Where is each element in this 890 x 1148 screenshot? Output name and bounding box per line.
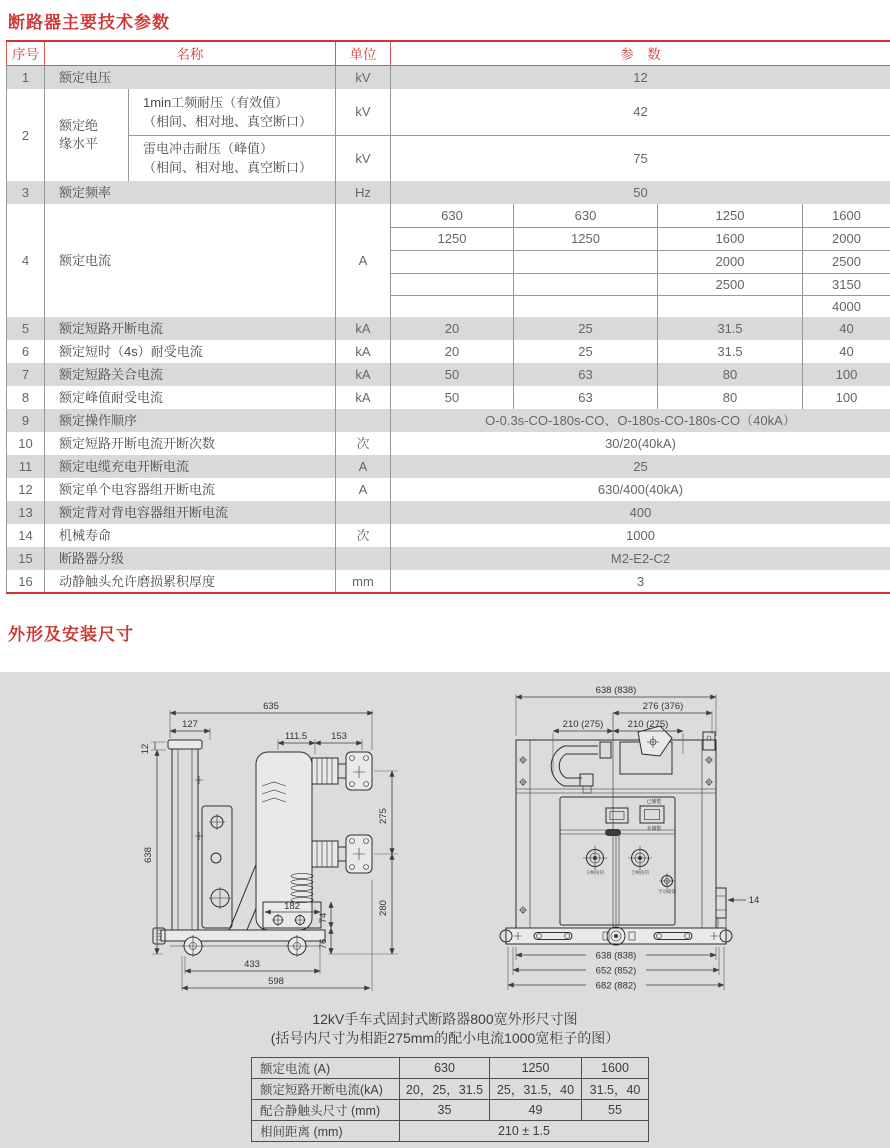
table-row [7, 478, 890, 501]
table-row [7, 432, 890, 455]
param-value: 630 [391, 204, 514, 227]
button-label: 手动储能 [658, 889, 676, 894]
param-unit: kV [336, 135, 391, 181]
param-value: 42 [391, 89, 890, 135]
param-name: 额定短时（4s）耐受电流 [45, 340, 336, 363]
param-value: 12 [391, 65, 890, 89]
param-value: 63 [514, 363, 658, 386]
dimension-label: 433 [244, 959, 260, 970]
param-value: 20 [391, 340, 514, 363]
param-value: 2000 [658, 250, 803, 273]
dimension-label: 275 [378, 808, 389, 824]
row-no: 5 [7, 317, 45, 340]
param-value [391, 250, 514, 273]
param-value: 1250 [658, 204, 803, 227]
param-name: 额定电缆充电开断电流 [45, 455, 336, 478]
table-row [7, 340, 890, 363]
row-no: 13 [7, 501, 45, 524]
param-value: 80 [658, 363, 803, 386]
param-unit: 次 [336, 524, 391, 547]
header-no: 序号 [7, 41, 45, 65]
table-row [252, 1079, 649, 1100]
dimension-label: 638 (838) [595, 950, 637, 962]
dimension-label: 652 (852) [595, 965, 637, 977]
table-row [252, 1058, 649, 1079]
param-name: 断路器分级 [45, 547, 336, 570]
param-unit: kV [336, 89, 391, 135]
param-value: 4000 [803, 295, 890, 317]
dimension-label: 280 [378, 900, 389, 916]
side-view-geometry [153, 740, 372, 957]
dimension-label: 74 [318, 912, 329, 924]
section-title: 外形及安装尺寸 [8, 625, 134, 644]
front-view-geometry [500, 713, 732, 945]
param-value: 80 [658, 386, 803, 409]
param-value: 1250 [514, 227, 658, 250]
table-row [7, 204, 890, 227]
param-value: 400 [391, 501, 890, 524]
param-value: 63 [514, 386, 658, 409]
dimension-label: 635 [263, 701, 279, 712]
param-value: 31.5 [658, 340, 803, 363]
param-value: 25 [391, 455, 890, 478]
main-parameters-table [6, 40, 890, 594]
front-view-labels [586, 798, 676, 895]
table-row [7, 363, 890, 386]
table-row [7, 386, 890, 409]
param-unit: A [336, 204, 391, 317]
dimension-label: 127 [182, 719, 198, 730]
param-name: 额定电压 [45, 65, 336, 89]
param-value [391, 273, 514, 295]
row-no: 4 [7, 204, 45, 317]
param-unit [336, 409, 391, 432]
param-unit: kA [336, 363, 391, 386]
caption-line: (括号内尺寸为相距275mm的配小电流1000宽柜子的图） [270, 1030, 620, 1046]
param-name: 额定电流 [45, 204, 336, 317]
param-value: M2-E2-C2 [391, 547, 890, 570]
param-value [658, 295, 803, 317]
param-value: 1250 [391, 227, 514, 250]
param-value: 2500 [658, 273, 803, 295]
param-group-label: 额定绝缘水平 [59, 118, 99, 151]
param-unit [336, 547, 391, 570]
front-view-dimensions [508, 685, 759, 992]
param-unit: kA [336, 340, 391, 363]
indicator-label: 未储能 [646, 826, 662, 832]
row-no: 9 [7, 409, 45, 432]
dimension-label: 210 (275) [627, 719, 669, 730]
param-name-line: 1min工频耐压（有效值） [143, 94, 289, 110]
spec-label: 额定短路开断电流(kA) [252, 1079, 400, 1100]
param-name: 额定短路开断电流开断次数 [45, 432, 336, 455]
dimension-label: 153 [331, 731, 347, 742]
param-unit: kV [336, 65, 391, 89]
dimension-label: 682 (882) [595, 980, 637, 992]
row-no: 7 [7, 363, 45, 386]
param-value: 630/400(40kA) [391, 478, 890, 501]
param-value: 3150 [803, 273, 890, 295]
param-value: 2000 [803, 227, 890, 250]
param-name-line: 雷电冲击耐压（峰值） [143, 141, 274, 157]
table-row [7, 409, 890, 432]
spec-value: 25，31.5，40 [490, 1079, 582, 1100]
table-row [252, 1100, 649, 1121]
param-name: 机械寿命 [45, 524, 336, 547]
spec-value: 1250 [490, 1058, 582, 1079]
spec-label: 相间距离 (mm) [252, 1121, 400, 1142]
spec-value: 55 [582, 1100, 649, 1121]
dimension-label: 638 [143, 847, 154, 863]
dimension-label: 598 [268, 976, 284, 987]
table-row [7, 317, 890, 340]
param-name: 额定单个电容器组开断电流 [45, 478, 336, 501]
param-value: 1600 [803, 204, 890, 227]
table-row [7, 89, 890, 135]
page-title: 断路器主要技术参数 [8, 13, 170, 32]
caption-line: 12kV手车式固封式断路器800宽外形尺寸图 [312, 1011, 578, 1027]
side-view-drawing [128, 688, 468, 1018]
param-name: 动静触头允许磨损累积厚度 [45, 570, 336, 593]
param-unit: 次 [336, 432, 391, 455]
spec-label: 配合静触头尺寸 (mm) [252, 1100, 400, 1121]
table-row [7, 501, 890, 524]
dimension-label: 14 [748, 895, 760, 906]
spec-value: 35 [400, 1100, 490, 1121]
row-no: 15 [7, 547, 45, 570]
param-name: 额定频率 [45, 181, 336, 204]
param-value [514, 295, 658, 317]
param-value: 3 [391, 570, 890, 593]
dimension-label: 276 (376) [642, 701, 684, 712]
param-value: 630 [514, 204, 658, 227]
param-name-line: （相间、相对地、真空断口） [143, 113, 313, 129]
param-value: 30/20(40kA) [391, 432, 890, 455]
drawing-caption [105, 1010, 785, 1048]
param-unit: A [336, 478, 391, 501]
indicator-label: 已储能 [646, 799, 662, 805]
spec-value: 210 ± 1.5 [400, 1121, 649, 1142]
param-unit: kA [336, 317, 391, 340]
header-unit: 单位 [336, 41, 391, 65]
dimension-label: 111.5 [284, 731, 308, 742]
row-no: 14 [7, 524, 45, 547]
param-value [514, 273, 658, 295]
spec-value: 20，25，31.5 [400, 1079, 490, 1100]
row-no: 1 [7, 65, 45, 89]
row-no: 12 [7, 478, 45, 501]
row-no: 6 [7, 340, 45, 363]
spec-value: 1600 [582, 1058, 649, 1079]
param-value: 1000 [391, 524, 890, 547]
param-value: 40 [803, 317, 890, 340]
param-value: O-0.3s-CO-180s-CO、O-180s-CO-180s-CO（40kA） [391, 409, 890, 432]
dimension-label: 210 (275) [562, 719, 604, 730]
param-unit: mm [336, 570, 391, 593]
table-header-row [7, 41, 890, 65]
param-group-name [45, 89, 129, 181]
table-row [7, 65, 890, 89]
param-value: 100 [803, 386, 890, 409]
param-name: 额定背对背电容器组开断电流 [45, 501, 336, 524]
param-name: 额定操作顺序 [45, 409, 336, 432]
table-row [7, 181, 890, 204]
row-no: 10 [7, 432, 45, 455]
param-unit [336, 501, 391, 524]
spec-value: 630 [400, 1058, 490, 1079]
header-name: 名称 [45, 41, 336, 65]
row-no: 8 [7, 386, 45, 409]
table-row [7, 547, 890, 570]
row-no: 2 [7, 89, 45, 181]
param-value: 50 [391, 363, 514, 386]
spec-value: 49 [490, 1100, 582, 1121]
button-label: 分闸按钮 [586, 870, 604, 875]
param-value: 20 [391, 317, 514, 340]
row-no: 11 [7, 455, 45, 478]
param-value [391, 295, 514, 317]
table-row [7, 524, 890, 547]
button-label: 合闸按钮 [631, 870, 649, 875]
param-unit: kA [336, 386, 391, 409]
param-value: 31.5 [658, 317, 803, 340]
param-value: 1600 [658, 227, 803, 250]
table-row [7, 135, 890, 181]
table-row [7, 570, 890, 593]
table-row [252, 1121, 649, 1142]
param-value: 50 [391, 181, 890, 204]
header-param: 参 数 [391, 41, 890, 65]
row-no: 3 [7, 181, 45, 204]
param-name: 额定短路开断电流 [45, 317, 336, 340]
dimension-label: 76 [318, 938, 329, 950]
param-unit: Hz [336, 181, 391, 204]
dimension-label: 182 [284, 901, 300, 912]
param-value: 40 [803, 340, 890, 363]
param-name [129, 89, 336, 135]
param-unit: A [336, 455, 391, 478]
param-name: 额定短路关合电流 [45, 363, 336, 386]
outline-spec-table [251, 1057, 649, 1142]
table-row [7, 455, 890, 478]
outline-panel [0, 672, 890, 1148]
param-name-line: （相间、相对地、真空断口） [143, 160, 313, 176]
param-value: 100 [803, 363, 890, 386]
spec-value: 31.5，40 [582, 1079, 649, 1100]
param-name: 额定峰值耐受电流 [45, 386, 336, 409]
param-value: 75 [391, 135, 890, 181]
front-view-drawing [470, 682, 780, 1012]
param-value: 25 [514, 317, 658, 340]
param-name [129, 135, 336, 181]
param-value [514, 250, 658, 273]
param-value: 50 [391, 386, 514, 409]
param-value: 2500 [803, 250, 890, 273]
dimension-label: 638 (838) [595, 685, 637, 696]
param-value: 25 [514, 340, 658, 363]
spec-label: 额定电流 (A) [252, 1058, 400, 1079]
dimension-label: 12 [140, 743, 151, 755]
row-no: 16 [7, 570, 45, 593]
